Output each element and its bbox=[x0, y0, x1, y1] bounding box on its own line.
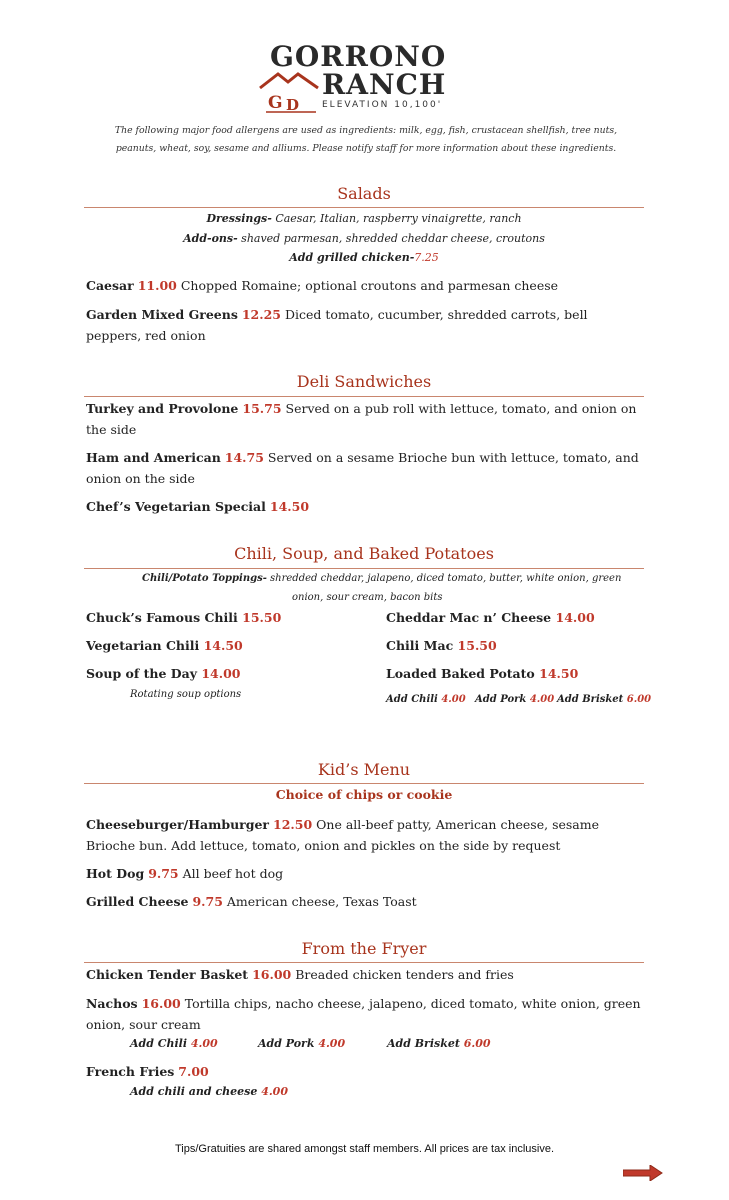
dressings-label: Dressings- bbox=[206, 212, 272, 225]
item-name: Loaded Baked Potato bbox=[386, 666, 535, 681]
item-name: French Fries bbox=[86, 1064, 175, 1079]
item-price: 16.00 bbox=[252, 967, 292, 982]
addon-price: 6.00 bbox=[626, 694, 652, 705]
menu-item-famous-chili bbox=[86, 610, 281, 625]
item-desc: American cheese, Texas Toast bbox=[222, 894, 417, 909]
item-name: Chef’s Vegetarian Special bbox=[86, 499, 266, 514]
item-price: 14.50 bbox=[203, 638, 243, 653]
menu-item-caesar bbox=[86, 275, 642, 296]
fries-addon bbox=[130, 1085, 288, 1098]
addon-label: Add Chili bbox=[130, 1037, 188, 1050]
toppings-label: Chili/Potato Toppings- bbox=[142, 573, 267, 584]
item-name: Caesar bbox=[86, 278, 134, 293]
kids-title: Kid’s Menu bbox=[317, 760, 411, 779]
addon-price: 4.00 bbox=[261, 1085, 288, 1098]
menu-item-hot-dog bbox=[86, 863, 642, 884]
kids-divider bbox=[84, 783, 644, 784]
item-price: 14.00 bbox=[555, 610, 595, 625]
nacho-addon-brisket bbox=[387, 1037, 491, 1050]
item-price: 12.50 bbox=[273, 817, 313, 832]
chicken-addon-label: Add grilled chicken- bbox=[289, 251, 415, 264]
ranch-logo bbox=[258, 40, 473, 115]
menu-item-grilled-cheese bbox=[86, 891, 642, 912]
chili-title: Chili, Soup, and Baked Potatoes bbox=[234, 544, 494, 563]
item-desc: Served on a pub roll with lettuce, tomato, and onion on the side bbox=[86, 401, 637, 437]
nacho-addon-chili bbox=[130, 1037, 218, 1050]
arrow-right-icon[interactable] bbox=[623, 1165, 663, 1181]
chili-divider bbox=[84, 568, 644, 569]
item-name: Soup of the Day bbox=[86, 666, 197, 681]
chicken-addon-line bbox=[84, 251, 644, 264]
addon-label: Add chili and cheese bbox=[130, 1085, 258, 1098]
potato-addon-pork bbox=[475, 694, 554, 705]
item-name: Cheeseburger/Hamburger bbox=[86, 817, 270, 832]
toppings-list-2: onion, sour cream, bacon bits bbox=[292, 592, 443, 603]
item-price: 15.75 bbox=[242, 401, 282, 416]
logo-elevation: ELEVATION 10,100' bbox=[322, 100, 443, 110]
salads-divider bbox=[84, 207, 644, 208]
item-desc: Breaded chicken tenders and fries bbox=[291, 967, 514, 982]
menu-item-ham bbox=[86, 447, 642, 489]
footer-notice: Tips/Gratuities are shared amongst staff members. All prices are tax inclusive. bbox=[174, 1143, 555, 1155]
item-desc: All beef hot dog bbox=[178, 866, 284, 881]
menu-item-baked-potato bbox=[386, 666, 578, 681]
menu-item-veg-special bbox=[86, 496, 642, 517]
addon-price: 4.00 bbox=[441, 694, 466, 705]
addon-label: Add Chili bbox=[386, 694, 438, 705]
item-name: Cheddar Mac n’ Cheese bbox=[386, 610, 552, 625]
menu-item-turkey bbox=[86, 398, 642, 440]
item-price: 16.00 bbox=[141, 996, 181, 1011]
item-desc: Tortilla chips, nacho cheese, jalapeno, diced tomato, white onion, green onion, sour cream bbox=[86, 996, 641, 1032]
item-price: 15.50 bbox=[242, 610, 282, 625]
addons-label: Add-ons- bbox=[183, 232, 238, 245]
addon-label: Add Pork bbox=[258, 1037, 315, 1050]
menu-item-chili-mac bbox=[386, 638, 497, 653]
item-price: 11.00 bbox=[137, 278, 177, 293]
item-name: Ham and American bbox=[86, 450, 221, 465]
soup-note: Rotating soup options bbox=[130, 689, 242, 700]
kids-subtitle: Choice of chips or cookie bbox=[275, 787, 453, 802]
addons-line bbox=[84, 232, 644, 245]
menu-item-soup bbox=[86, 666, 241, 681]
item-name: Nachos bbox=[86, 996, 138, 1011]
deli-divider bbox=[84, 396, 644, 397]
item-name: Chili Mac bbox=[386, 638, 454, 653]
addon-price: 4.00 bbox=[318, 1037, 346, 1050]
svg-text:D: D bbox=[286, 96, 300, 114]
nacho-addon-pork bbox=[258, 1037, 345, 1050]
item-name: Grilled Cheese bbox=[86, 894, 189, 909]
allergen-notice: The following major food allergens are used as ingredients: milk, egg, fish, crustacean shellfish, tree nuts, peanuts, wheat, soy, sesame and alliums. Please notify staff for more information about these ingredients. bbox=[114, 125, 618, 154]
potato-addon-brisket bbox=[557, 694, 651, 705]
addon-label: Add Brisket bbox=[387, 1037, 460, 1050]
menu-item-veg-chili bbox=[86, 638, 243, 653]
fryer-divider bbox=[84, 962, 644, 963]
item-name: Garden Mixed Greens bbox=[86, 307, 238, 322]
item-price: 14.00 bbox=[201, 666, 241, 681]
item-price: 14.75 bbox=[224, 450, 264, 465]
menu-item-french-fries bbox=[86, 1061, 642, 1082]
dressings-list: Caesar, Italian, raspberry vinaigrette, ranch bbox=[271, 212, 522, 225]
ranch-house-icon bbox=[258, 68, 320, 114]
item-price: 9.75 bbox=[192, 894, 223, 909]
item-price: 7.00 bbox=[178, 1064, 209, 1079]
toppings-line-1 bbox=[142, 573, 621, 584]
item-name: Hot Dog bbox=[86, 866, 145, 881]
addon-label: Add Pork bbox=[475, 694, 527, 705]
item-price: 15.50 bbox=[457, 638, 497, 653]
item-name: Chuck’s Famous Chili bbox=[86, 610, 238, 625]
item-name: Turkey and Provolone bbox=[86, 401, 239, 416]
dressings-line bbox=[84, 212, 644, 225]
menu-item-garden-greens bbox=[86, 304, 642, 346]
item-name: Chicken Tender Basket bbox=[86, 967, 249, 982]
menu-item-chicken-tenders bbox=[86, 964, 642, 985]
item-desc: One all-beef patty, American cheese, sesame Brioche bun. Add lettuce, tomato, onion and pickles on the side by request bbox=[86, 817, 599, 853]
item-price: 12.25 bbox=[241, 307, 282, 322]
addon-label: Add Brisket bbox=[557, 694, 624, 705]
menu-item-cheeseburger bbox=[86, 814, 642, 856]
addons-list: shaved parmesan, shredded cheddar cheese, croutons bbox=[237, 232, 545, 245]
toppings-list-1: shredded cheddar, jalapeno, diced tomato, butter, white onion, green bbox=[266, 573, 622, 584]
potato-addon-chili bbox=[386, 694, 466, 705]
svg-text:G: G bbox=[268, 93, 283, 113]
addon-price: 4.00 bbox=[190, 1037, 218, 1050]
logo-line-1: GORRONO bbox=[270, 40, 447, 73]
item-price: 9.75 bbox=[148, 866, 179, 881]
menu-item-nachos bbox=[86, 993, 642, 1035]
menu-item-mac-cheese bbox=[386, 610, 595, 625]
deli-title: Deli Sandwiches bbox=[296, 372, 432, 391]
item-price: 14.50 bbox=[269, 499, 310, 514]
item-desc: Served on a sesame Brioche bun with lettuce, tomato, and onion on the side bbox=[86, 450, 639, 486]
addon-price: 4.00 bbox=[529, 694, 555, 705]
chicken-addon-price: 7.25 bbox=[414, 251, 439, 264]
item-desc: Chopped Romaine; optional croutons and parmesan cheese bbox=[176, 278, 559, 293]
item-price: 14.50 bbox=[539, 666, 579, 681]
item-name: Vegetarian Chili bbox=[86, 638, 200, 653]
logo-line-2: RANCH bbox=[322, 68, 447, 101]
item-desc: Diced tomato, cucumber, shredded carrots, bell peppers, red onion bbox=[86, 307, 588, 343]
addon-price: 6.00 bbox=[463, 1037, 491, 1050]
fryer-title: From the Fryer bbox=[301, 939, 427, 958]
salads-title: Salads bbox=[337, 184, 391, 203]
